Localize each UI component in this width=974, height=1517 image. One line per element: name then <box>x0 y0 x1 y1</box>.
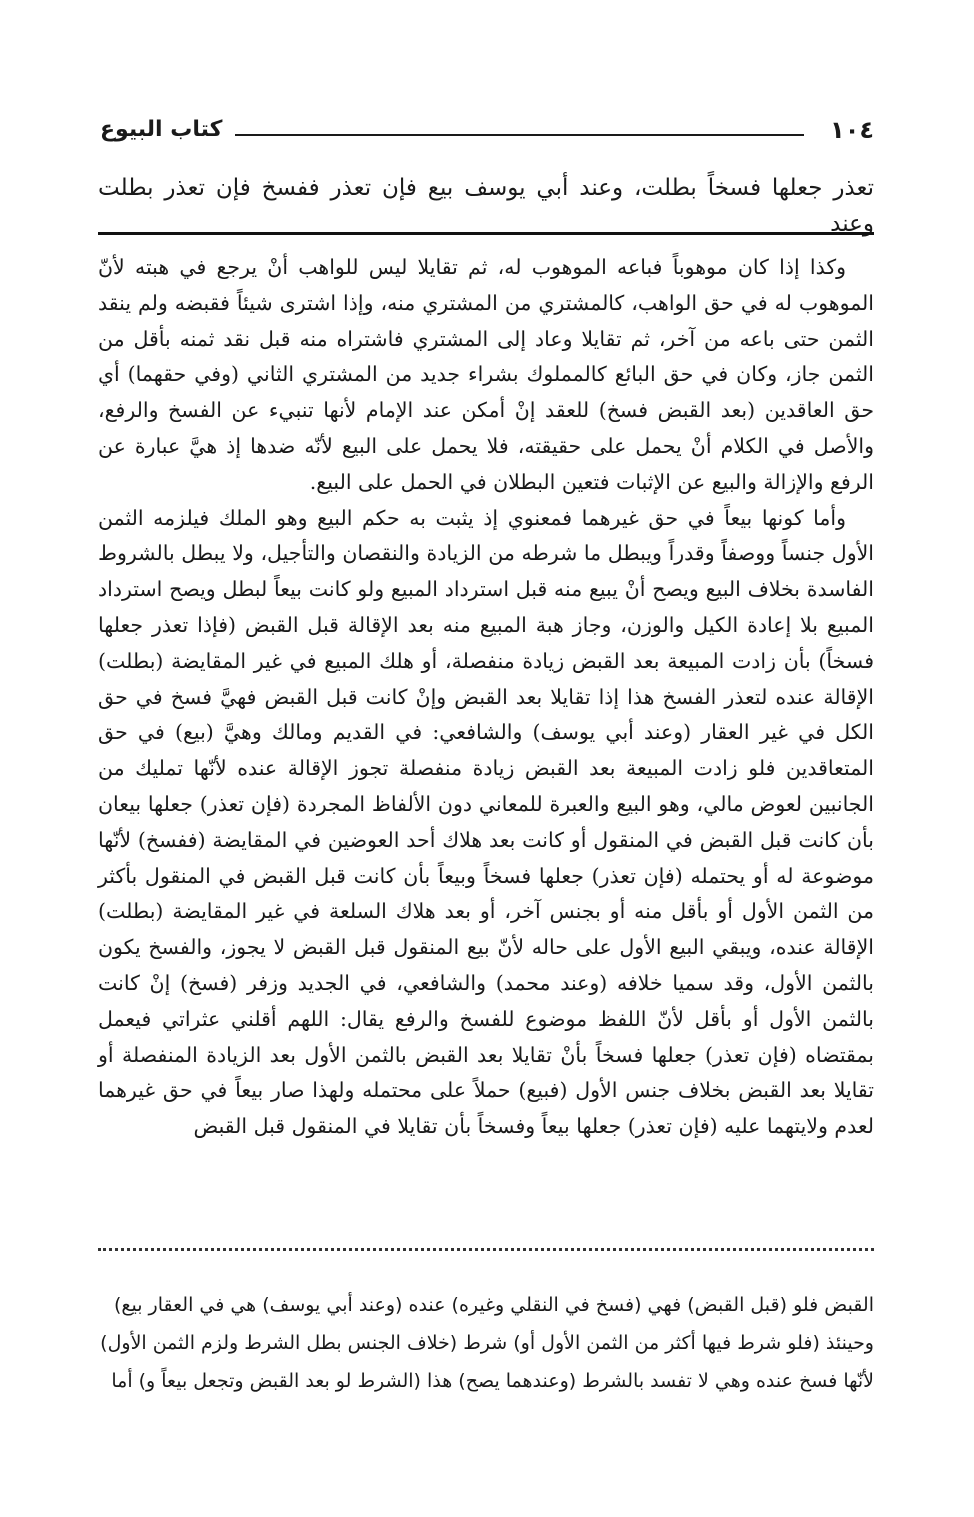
header-rule <box>235 134 804 136</box>
commentary-text <box>98 250 874 1145</box>
commentary-paragraph: وأما كونها بيعاً في حق غيرهما فمعنوي إذ يثبت به حكم البيع وهو الملك فيلزمه الثمن الأول جنساً ووصفاً وقدراً ويبطل ما شرطه من الزيادة والنقصان والتأجيل، ولا يبطل بالشروط الفاسدة بخلاف البيع ويصح أنْ يبيع منه قبل استرداد المبيع ولو كانت بيعاً لبطل ويصح استرداد المبيع بلا إعادة الكيل والوزن، وجاز هبة المبيع منه بعد الإقالة قبل القبض (فإذا تعذر جعلها فسخاً) بأن زادت المبيعة بعد القبض زيادة منفصلة، أو هلك المبيع في غير المقايضة (بطلت) الإقالة عنده لتعذر الفسخ هذا إذا تقايلا بعد القبض وإنْ كانت قبل القبض فهيَّ فسخ في حق الكل في غير العقار (وعند أبي يوسف) والشافعي: في القديم ومالك وهيَّ (بيع) في حق المتعاقدين فلو زادت المبيعة بعد القبض زيادة منفصلة تجوز الإقالة عنده لأنّها تمليك من الجانبين لعوض مالي، وهو البيع والعبرة للمعاني دون الألفاظ المجردة (فإن تعذر) جعلها بيعان بأن كانت قبل القبض في المنقول أو كانت بعد هلاك أحد العوضين في المقايضة (ففسخ) لأنّها موضوعة له أو يحتمله (فإن تعذر) جعلها فسخاً وبيعاً بأن كانت قبل القبض في المنقول بأكثر من الثمن الأول أو بأقل منه أو بجنس آخر، أو بعد هلاك السلعة في غير المقايضة (بطلت) الإقالة عنده، ويبقي البيع الأول على حاله لأنّ بيع المنقول قبل القبض لا يجوز، والفسخ يكون بالثمن الأول، وقد سميا خلافه (وعند محمد) والشافعي، في الجديد وزفر (فسخ) إنْ كانت بالثمن الأول أو بأقل لأنّ اللفظ موضوع للفسخ والرفع يقال: اللهم أقلني عثراتي فيعمل بمقتضاه (فإن تعذر) جعلها فسخاً بأنْ تقايلا بعد القبض بالثمن الأول بعد الزيادة المنفصلة أو تقايلا بعد القبض بخلاف جنس الأول (فبيع) حملاً على محتمله ولهذا صار بيعاً في حق غيرهما لعدم ولايتهما عليه (فإن تعذر) جعلها بيعاً وفسخاً بأن تقايلا في المنقول قبل القبض <box>98 505 874 1139</box>
running-title: كتاب البيوع <box>100 117 223 142</box>
footnote-line: لأنّها فسخ عنده وهي لا تفسد بالشرط (وعندهما يصح) هذا (الشرط لو بعد القبض وتجعل بيعاً و) أما <box>111 1370 874 1392</box>
page-number: ١٠٤ <box>830 116 874 144</box>
matn-separator-rule <box>98 232 874 235</box>
matn-text: تعذر جعلها فسخاً بطلت، وعند أبي يوسف بيع فإن تعذر ففسخ فإن تعذر بطلت وعند <box>98 175 874 237</box>
footnote-separator-rule <box>98 1248 874 1251</box>
footnote-line: القبض فلو (قبل القبض) فهي (فسخ في النقلي وغيره) عنده (وعند أبي يوسف) هي في العقار بيع) <box>113 1294 874 1316</box>
footnotes <box>98 1286 874 1400</box>
footnote-line: وحينئذ (فلو شرط فيها أكثر من الثمن الأول أو) شرط (خلاف الجنس بطل الشرط ولزم الثمن الأول) <box>100 1332 874 1354</box>
page-header <box>100 112 874 152</box>
commentary-paragraph: وكذا إذا كان موهوباً فباعه الموهوب له، ثم تقايلا ليس للواهب أنْ يرجع في هبته لأنّ الموهوب له في حق الواهب، كالمشتري من المشتري منه، وإذا اشترى شيئاً فقبضه ولم ينقد الثمن حتى باعه من آخر، ثم تقايلا وعاد إلى المشتري فاشتراه منه قبل نقد ثمنه بأقل من الثمن جاز، وكان في حق البائع كالمملوك بشراء جديد من المشتري الثاني (وفي حقهما) أي حق العاقدين (بعد القبض فسخ) للعقد إنْ أمكن عند الإمام لأنها تنبيء عن الفسخ والرفع، والأصل في الكلام أنْ يحمل على حقيقته، فلا يحمل على البيع لأنّه ضدها إذ هيَّ عبارة عن الرفع والإزالة والبيع عن الإثبات فتعين البطلان في الحمل على البيع. <box>98 255 874 494</box>
